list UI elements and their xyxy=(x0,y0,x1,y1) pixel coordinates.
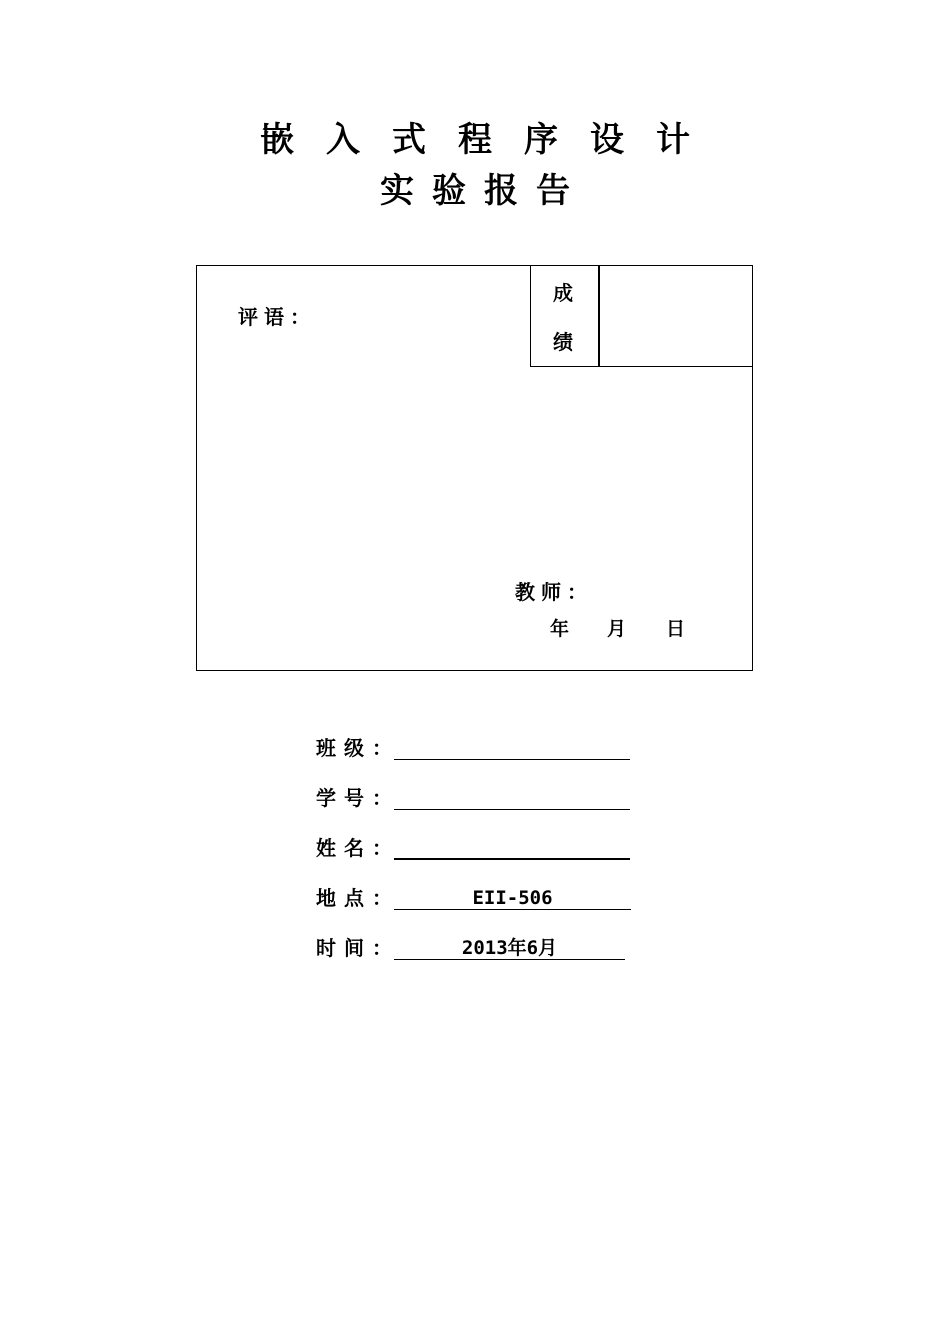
student-id-label: 学号： xyxy=(316,786,400,810)
class-label: 班级： xyxy=(316,736,400,760)
teacher-label: 教师： xyxy=(515,580,593,604)
date-day-label: 日 xyxy=(666,618,686,640)
student-id-field xyxy=(394,786,630,810)
location-label: 地点： xyxy=(316,886,400,910)
date-year-label: 年 xyxy=(550,618,570,640)
time-label: 时间： xyxy=(316,936,400,960)
report-title-line1: 嵌入式程序设计 xyxy=(260,120,722,160)
name-field xyxy=(394,836,630,860)
name-label: 姓名： xyxy=(316,836,400,860)
date-month-label: 月 xyxy=(607,618,627,640)
report-title-line2: 实验报告 xyxy=(380,171,588,211)
comment-label: 评语： xyxy=(238,305,316,329)
grade-label-char-2: 绩 xyxy=(553,330,573,354)
time-field: 2013年6月 xyxy=(394,936,625,960)
class-field xyxy=(394,736,630,760)
grade-label-char-1: 成 xyxy=(553,281,573,305)
location-field: EII-506 xyxy=(394,886,631,910)
grade-value-cell xyxy=(598,265,753,367)
